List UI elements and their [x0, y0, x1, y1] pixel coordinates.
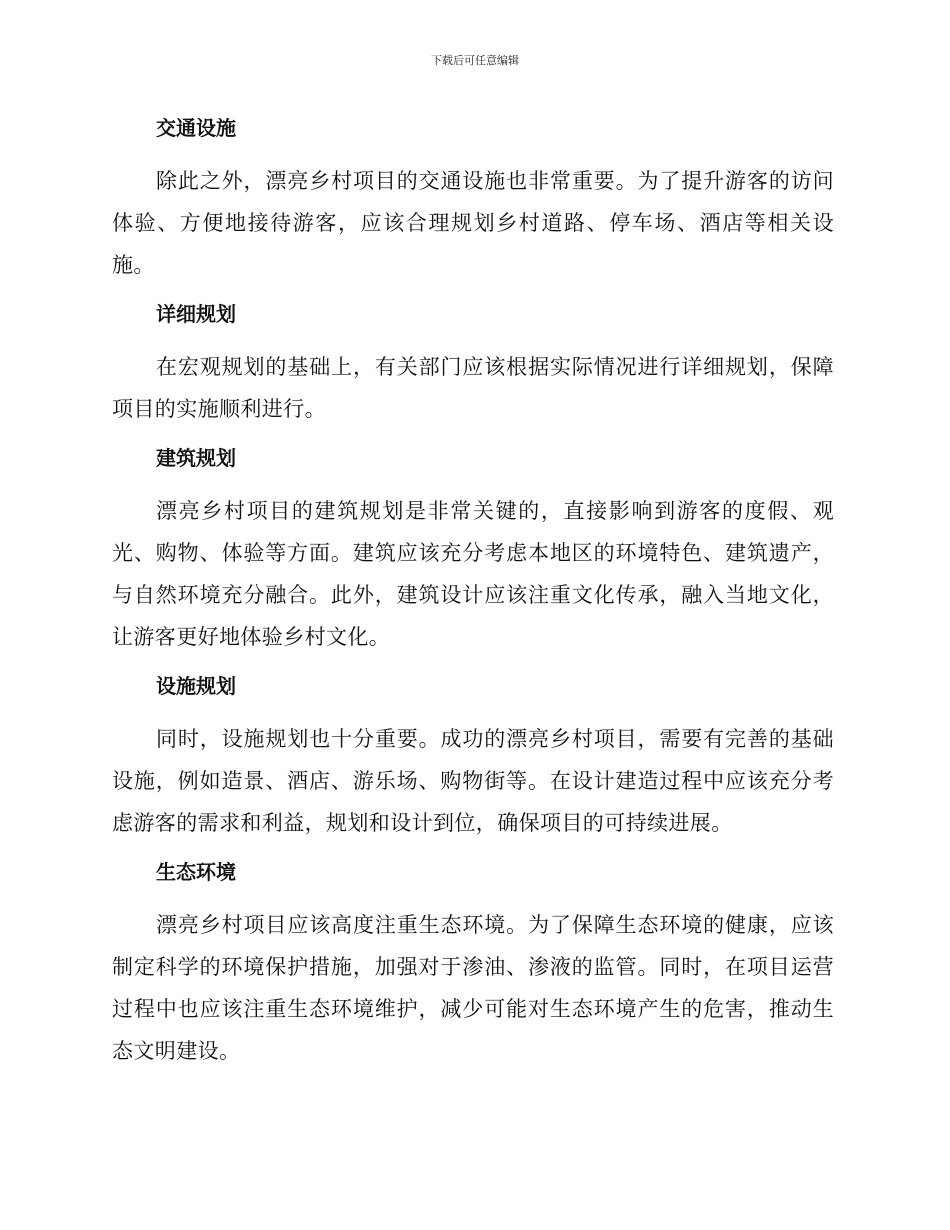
- section-paragraph: 漂亮乡村项目的建筑规划是非常关键的，直接影响到游客的度假、观光、购物、体验等方面。建筑应该充分考虑本地区的环境特色、建筑遗产，与自然环境充分融合。此外，建筑设计应该注重文化传承，融入当地文化，让游客更好地体验乡村文化。: [112, 499, 834, 649]
- section-heading: 详细规划: [156, 302, 236, 326]
- section-heading: 设施规划: [156, 674, 236, 698]
- section-heading: 交通设施: [156, 116, 236, 140]
- section-paragraph: 除此之外，漂亮乡村项目的交通设施也非常重要。为了提升游客的访问体验、方便地接待游客，应该合理规划乡村道路、停车场、酒店等相关设施。: [112, 169, 834, 277]
- section-paragraph: 在宏观规划的基础上，有关部门应该根据实际情况进行详细规划，保障项目的实施顺利进行。: [112, 355, 834, 421]
- section-heading: 生态环境: [156, 860, 236, 884]
- section-transport: [112, 108, 834, 286]
- section-paragraph: 同时，设施规划也十分重要。成功的漂亮乡村项目，需要有完善的基础设施，例如造景、酒店、游乐场、购物街等。在设计建造过程中应该充分考虑游客的需求和利益，规划和设计到位，确保项目的可持续进展。: [112, 727, 834, 835]
- section-ecology: [112, 852, 834, 1072]
- section-paragraph: 漂亮乡村项目应该高度注重生态环境。为了保障生态环境的健康，应该制定科学的环境保护措施，加强对于渗油、渗液的监管。同时，在项目运营过程中也应该注重生态环境维护，减少可能对生态环境产生的危害，推动生态文明建设。: [112, 913, 834, 1063]
- document-body: [112, 108, 834, 1080]
- section-architecture-planning: [112, 438, 834, 658]
- page-header-note: 下载后可任意编辑: [431, 54, 519, 67]
- section-heading: 建筑规划: [156, 446, 236, 470]
- section-detailed-planning: [112, 294, 834, 430]
- section-facility-planning: [112, 666, 834, 844]
